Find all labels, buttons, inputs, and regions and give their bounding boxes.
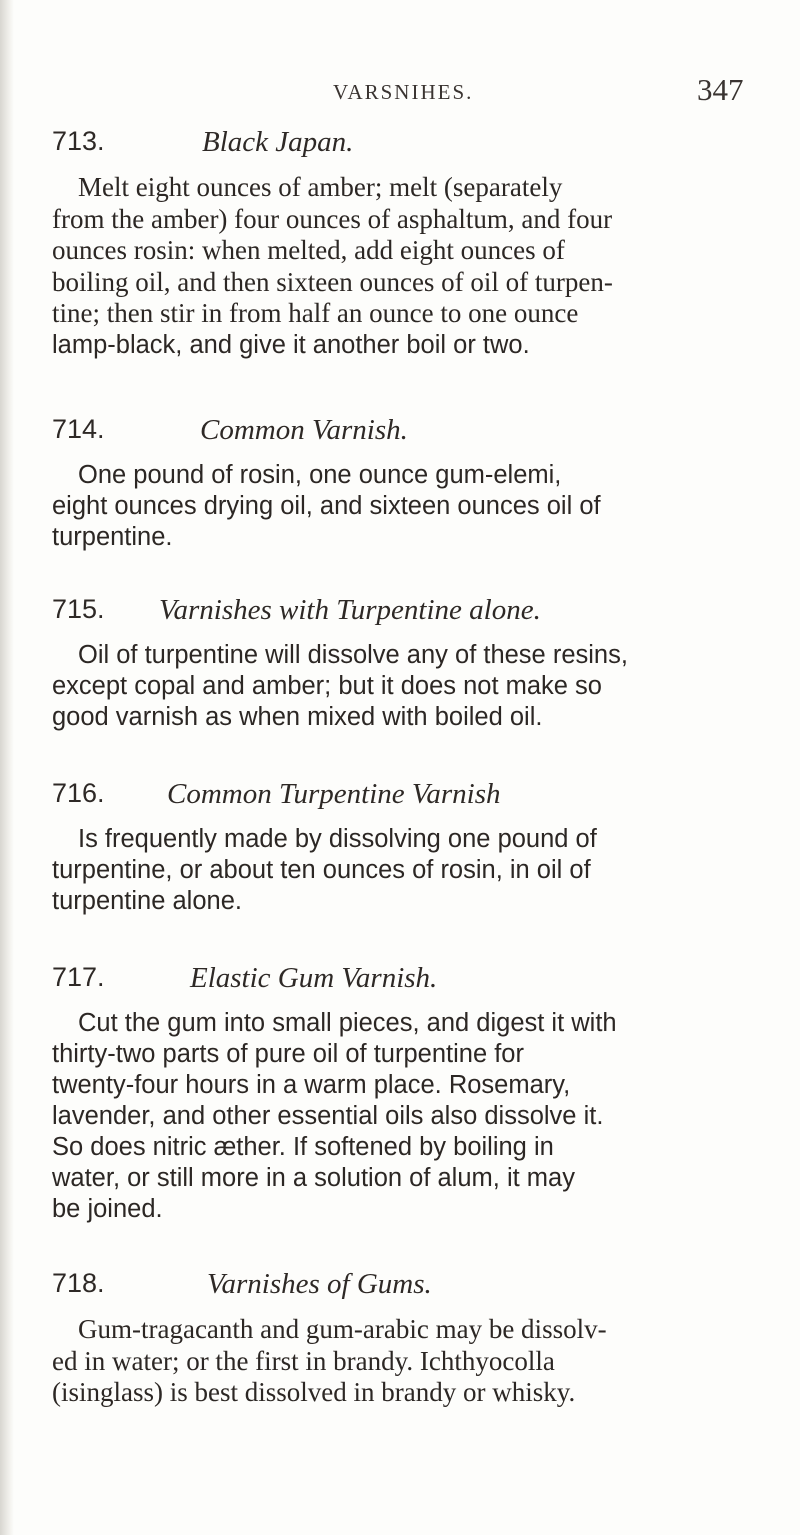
text-line: lamp-black, and give it another boil or two. <box>52 330 530 359</box>
section-body <box>52 460 752 553</box>
section-heading <box>52 962 752 1002</box>
section-title: Common Turpentine Varnish <box>167 778 501 810</box>
running-head: VARSNIHES. <box>333 80 474 104</box>
section-heading <box>52 414 752 454</box>
text-line: Cut the gum into small pieces, and digest it with <box>78 1009 617 1037</box>
section-number: 714. <box>52 414 105 444</box>
section-heading <box>52 1268 752 1308</box>
section-number: 716. <box>52 778 105 808</box>
section-718 <box>52 1268 752 1409</box>
section-heading <box>52 594 752 634</box>
section-body <box>52 824 752 917</box>
text-line: eight ounces drying oil, and sixteen ounces oil of <box>52 492 601 520</box>
text-line: Oil of turpentine will dissolve any of these resins, <box>78 641 628 669</box>
section-title: Black Japan. <box>202 126 354 158</box>
text-line: turpentine. <box>52 523 173 551</box>
text-line: thirty-two parts of pure oil of turpentine for <box>52 1040 524 1068</box>
section-body <box>52 640 752 733</box>
section-heading <box>52 126 752 166</box>
text-line: turpentine, or about ten ounces of rosin, in oil of <box>52 856 591 884</box>
section-heading <box>52 778 752 818</box>
section-714 <box>52 414 752 553</box>
page-header <box>0 72 800 112</box>
section-number: 715. <box>52 594 105 624</box>
section-716 <box>52 778 752 917</box>
text-line: Melt eight ounces of amber; melt (separately <box>78 172 563 202</box>
section-body <box>52 1008 752 1225</box>
text-line: be joined. <box>52 1195 163 1223</box>
section-717 <box>52 962 752 1225</box>
text-line: lavender, and other essential oils also dissolve it. <box>52 1102 604 1130</box>
page-number: 347 <box>697 72 744 107</box>
section-title: Varnishes with Turpentine alone. <box>159 594 541 626</box>
text-line: boiling oil, and then sixteen ounces of oil of turpen- <box>52 266 613 297</box>
text-line: (isinglass) is best dissolved in brandy or whisky. <box>52 1377 576 1407</box>
section-title: Common Varnish. <box>200 414 408 446</box>
section-number: 718. <box>52 1268 105 1298</box>
section-715 <box>52 594 752 733</box>
section-title: Elastic Gum Varnish. <box>190 962 438 994</box>
text-line: twenty-four hours in a warm place. Rosemary, <box>52 1071 571 1099</box>
text-line: water, or still more in a solution of alum, it may <box>52 1164 575 1192</box>
section-713 <box>52 126 752 361</box>
section-number: 713. <box>52 126 105 156</box>
section-body <box>52 1314 752 1409</box>
page-gutter-shadow <box>0 0 14 1535</box>
text-line: except copal and amber; but it does not make so <box>52 672 602 700</box>
text-line: turpentine alone. <box>52 887 242 915</box>
text-line: One pound of rosin, one ounce gum-elemi, <box>78 461 562 489</box>
text-line: good varnish as when mixed with boiled oil. <box>52 703 543 731</box>
text-line: tine; then stir in from half an ounce to one ounce <box>52 298 579 328</box>
text-line: Is frequently made by dissolving one pound of <box>78 825 597 853</box>
section-number: 717. <box>52 962 105 992</box>
text-line: ounces rosin: when melted, add eight ounces of <box>52 235 565 265</box>
text-line: from the amber) four ounces of asphaltum, and four <box>52 203 613 234</box>
section-title: Varnishes of Gums. <box>207 1268 432 1300</box>
text-line: Gum-tragacanth and gum-arabic may be dissolv- <box>78 1314 607 1344</box>
text-line: ed in water; or the first in brandy. Ichthyocolla <box>52 1345 555 1376</box>
section-body <box>52 172 752 361</box>
text-line: So does nitric æther. If softened by boiling in <box>52 1133 554 1161</box>
